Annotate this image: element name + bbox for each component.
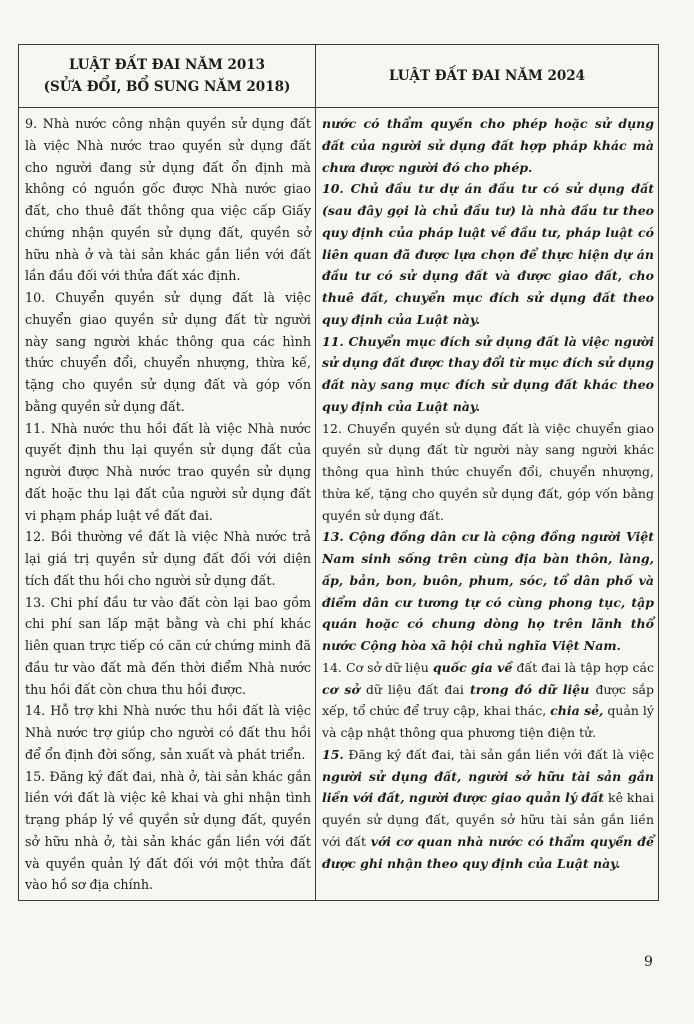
emphasized-text: với cơ quan nhà nước có thẩm quyền để được ghi nhận theo quy định của Luật này. (322, 833, 655, 871)
clause-text: dữ liệu đất đai (359, 681, 470, 697)
right-clause (322, 418, 654, 527)
left-clause: 13. Chi phí đầu tư vào đất còn lại bao gồm chi phí san lấp mặt bằng và chi phí khác liên quan trực tiếp có căn cứ chứng minh đã đầu tư vào đất mà đến thời điểm Nhà nước thu hồi đất còn chưa thu hồi được. (25, 594, 311, 697)
left-clause: 11. Nhà nước thu hồi đất là việc Nhà nước quyết định thu lại quyền sử dụng đất của người được Nhà nước trao quyền sử dụng đất hoặc thu lại đất của người sử dụng đất vi phạm pháp luật về đất đai. (25, 420, 311, 523)
left-title-line1: LUẬT ĐẤT ĐAI NĂM 2013 (68, 57, 266, 73)
emphasized-text: 15. (322, 746, 344, 762)
emphasized-text: cơ sở (322, 681, 360, 697)
table-body-row (19, 108, 659, 901)
left-column-cell (19, 108, 316, 901)
emphasized-text: 10. Chủ đầu tư dự án đầu tư có sử dụng đất (sau đây gọi là chủ đầu tư) là nhà đầu tư theo quy định của pháp luật về đầu tư, pháp luật có liên quan đã được lựa chọn để thực hiện dự án đầu tư có sử dụng đất và được giao đất, cho thuê đất, chuyển mục đích sử dụng đất theo quy định của Luật này. (322, 181, 654, 327)
clause-text: đất đai là tập hợp các (512, 659, 654, 675)
right-clause (322, 178, 654, 330)
emphasized-text: người sử dụng đất, người sở hữu tài sản gắn liền với đất, người được giao quản lý đất (322, 768, 654, 806)
left-title-line2: (SỬA ĐỔI, BỔ SUNG NĂM 2018) (43, 79, 291, 95)
clause-text: Đăng ký đất đai, tài sản gắn liền với đất là việc (343, 746, 654, 762)
emphasized-text: quốc gia về (432, 659, 513, 675)
clause-text: được sắp xếp, tổ chức để truy cập, khai thác, (322, 681, 654, 719)
emphasized-text: 13. Cộng đồng dân cư là cộng đồng người Việt Nam sinh sống trên cùng địa bàn thôn, làng, ấp, bản, bon, buôn, phum, sóc, tổ dân phố và điểm dân cư tương tự có cùng phong tục, tập quán hoặc có chung dòng họ trên lãnh thổ nước Cộng hòa xã hội chủ nghĩa Việt Nam. (322, 529, 654, 653)
right-column-cell (316, 108, 659, 901)
page-number: 9 (644, 954, 653, 970)
right-clause (322, 113, 654, 178)
left-clause: 10. Chuyển quyền sử dụng đất là việc chuyển giao quyền sử dụng đất từ người này sang người khác thông qua các hình thức chuyển đổi, chuyển nhượng, thừa kế, tặng cho quyền sử dụng đất và góp vốn bằng quyền sử dụng đất. (25, 290, 311, 414)
clause-text: 12. Chuyển quyền sử dụng đất là việc chuyển giao quyền sử dụng đất từ người này sang người khác thông qua hình thức chuyển đổi, chuyển nhượng, thừa kế, tặng cho quyền sử dụng đất, góp vốn bằng quyền sử dụng đất. (322, 420, 654, 523)
left-clause: 15. Đăng ký đất đai, nhà ở, tài sản khác gắn liền với đất là việc kê khai và ghi nhận tình trạng pháp lý về quyền sử dụng đất, quyền sở hữu nhà ở, tài sản khác gắn liền với đất và quyền quản lý đất đối với một thửa đất vào hồ sơ địa chính. (25, 768, 311, 893)
table-header-row (19, 45, 659, 108)
clause-text: quản lý và cập nhật thông qua phương tiện điện tử. (322, 703, 654, 740)
right-clause (322, 331, 654, 418)
right-clause (322, 657, 654, 744)
right-clause (322, 526, 654, 657)
clause-text: 14. Cơ sở dữ liệu (322, 659, 433, 675)
left-column-header (19, 45, 316, 108)
right-clause (322, 744, 654, 875)
clause-text: kê khai quyền sử dụng đất, quyền sở hữu tài sản gắn liền với đất (322, 790, 655, 849)
emphasized-text: 11. Chuyển mục đích sử dụng đất là việc người sử dụng đất được thay đổi từ mục đích sử dụng đất này sang mục đích sử dụng đất khác theo quy định của Luật này. (322, 333, 654, 414)
left-clause: 12. Bồi thường về đất là việc Nhà nước trả lại giá trị quyền sử dụng đất đối với diện tích đất thu hồi cho người sử dụng đất. (25, 529, 311, 588)
comparison-table (18, 44, 659, 901)
emphasized-text: chia sẻ, (550, 703, 604, 719)
left-clause: 9. Nhà nước công nhận quyền sử dụng đất là việc Nhà nước trao quyền sử dụng đất cho người đang sử dụng đất ổn định mà không có nguồn gốc được Nhà nước giao đất, cho thuê đất thông qua việc cấp Giấy chứng nhận quyền sử dụng đất, quyền sở hữu nhà ở và tài sản khác gắn liền với đất lần đầu đối với thửa đất xác định. (25, 116, 311, 284)
emphasized-text: nước có thẩm quyền cho phép hoặc sử dụng đất của người sử dụng đất hợp pháp khác mà chưa được người đó cho phép. (322, 116, 654, 175)
emphasized-text: trong đó dữ liệu (469, 681, 590, 697)
left-clause: 14. Hỗ trợ khi Nhà nước thu hồi đất là việc Nhà nước trợ giúp cho người có đất thu hồi để ổn định đời sống, sản xuất và phát triển. (25, 703, 311, 762)
right-column-header: LUẬT ĐẤT ĐAI NĂM 2024 (316, 45, 659, 108)
